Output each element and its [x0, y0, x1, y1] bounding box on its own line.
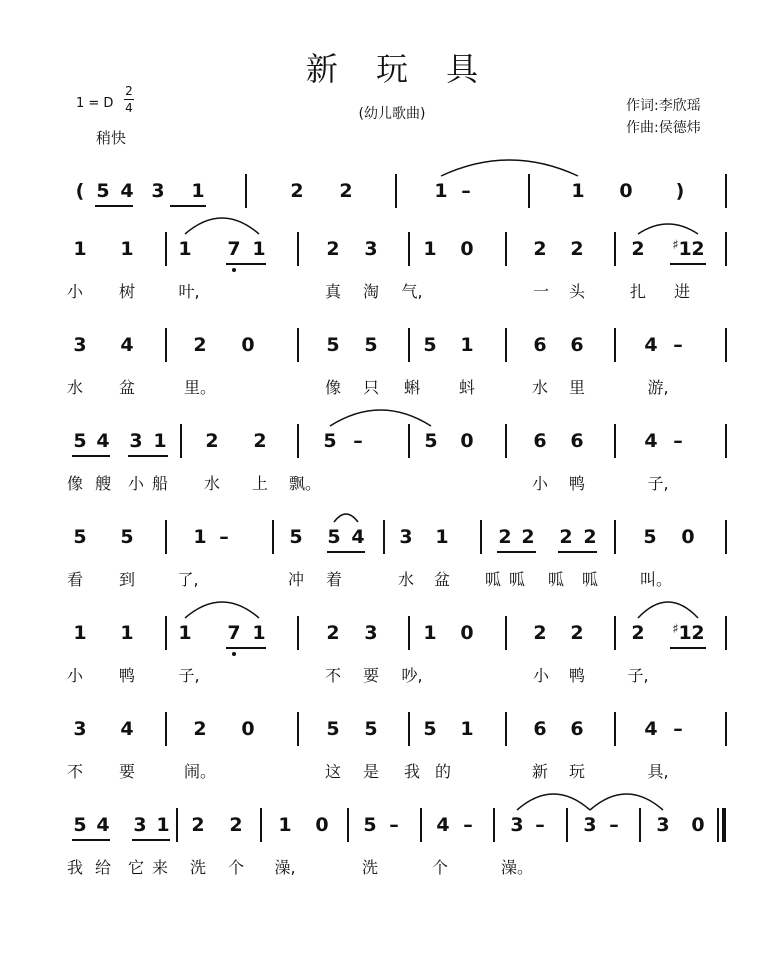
note: 2 [193, 718, 207, 740]
beam-underline [72, 839, 110, 841]
note: 2 [205, 430, 219, 452]
note: 3 [133, 814, 147, 836]
lyric-syllable: 呱 [508, 570, 526, 589]
bar-line [505, 424, 507, 458]
note: 0 [691, 814, 705, 836]
note: 0 [241, 334, 255, 356]
lyric-syllable: 蚪 [458, 378, 476, 397]
lyric-syllable: 呱 [581, 570, 599, 589]
subtitle: (幼儿歌曲) [358, 106, 426, 122]
note: 5 [326, 718, 340, 740]
bar-line [725, 328, 727, 362]
lyric-syllable: 到 [118, 570, 136, 589]
note: 3 [656, 814, 670, 836]
note: 4 [436, 814, 450, 836]
note: 5 [120, 526, 134, 548]
lyric-syllable: 闹。 [183, 762, 217, 781]
note: – [389, 814, 399, 836]
note: 2 [570, 238, 584, 260]
bar-line [408, 424, 410, 458]
note: 2 [631, 238, 645, 260]
bar-line [614, 232, 616, 266]
note: 1 [156, 814, 170, 836]
lyric-syllable: 鸭 [568, 666, 586, 685]
time-signature [122, 84, 136, 115]
lyric-syllable: 水 [66, 378, 84, 397]
lyric-syllable: 给 [94, 858, 112, 877]
credits [626, 95, 701, 139]
note: 2 [290, 180, 304, 202]
note: 4 [120, 718, 134, 740]
lyric-syllable: 一 [532, 282, 550, 301]
beam-underline [170, 205, 206, 207]
note: 4 [96, 814, 110, 836]
lyric-syllable: 澡, [274, 858, 296, 877]
note: 2 [533, 622, 547, 644]
key-signature [76, 84, 133, 115]
lyric-syllable: 盆 [118, 378, 136, 397]
note: 2 [498, 526, 512, 548]
note: 5 [323, 430, 337, 452]
note: 3 [364, 238, 378, 260]
note: 5 [643, 526, 657, 548]
note: 3 [73, 718, 87, 740]
lyric-syllable: 它 [127, 858, 145, 877]
note: 5 [289, 526, 303, 548]
bar-line [725, 424, 727, 458]
lyric-syllable: 我 [66, 858, 84, 877]
lyric-syllable: 里 [568, 378, 586, 397]
lyric-syllable: 看 [66, 570, 84, 589]
final-bar-line [722, 808, 726, 842]
lyric-syllable: 小 [66, 282, 84, 301]
lyric-syllable: 船 [151, 474, 169, 493]
composer: 作曲:侯德炜 [626, 120, 701, 136]
lyric-syllable: 头 [568, 282, 586, 301]
beam-underline [327, 551, 365, 553]
lyric-syllable: 要 [362, 666, 380, 685]
bar-line [165, 712, 167, 746]
lyric-syllable: 吵, [401, 666, 423, 685]
lyric-syllable: 盆 [433, 570, 451, 589]
note: 3 [399, 526, 413, 548]
lyric-syllable: 这 [324, 762, 342, 781]
note: 6 [533, 430, 547, 452]
time-denominator: 4 [125, 101, 133, 115]
lyric-syllable: 玩 [568, 762, 586, 781]
bar-line [614, 520, 616, 554]
beam-underline [497, 551, 536, 553]
lyric-syllable: 个 [431, 858, 449, 877]
bar-line [614, 712, 616, 746]
beam-underline [226, 647, 266, 649]
lyric-syllable: 子, [178, 666, 200, 685]
beam-underline [670, 263, 706, 265]
beam-underline [226, 263, 266, 265]
note: 6 [570, 334, 584, 356]
note: 5 [363, 814, 377, 836]
bar-line [297, 616, 299, 650]
beam-underline [670, 647, 706, 649]
note: 7 [227, 622, 241, 644]
bar-line [420, 808, 422, 842]
lyric-syllable: 新 [531, 762, 549, 781]
bar-line [480, 520, 482, 554]
note: 2 [193, 334, 207, 356]
lyric-syllable: 小 [532, 666, 550, 685]
note: 6 [533, 718, 547, 740]
lyric-syllable: 是 [362, 762, 380, 781]
note: 4 [351, 526, 365, 548]
bar-line [493, 808, 495, 842]
note: – [673, 430, 683, 452]
note: 6 [533, 334, 547, 356]
bar-line [180, 424, 182, 458]
note: ♯1 [672, 622, 692, 644]
note: ) [675, 180, 685, 202]
lyric-syllable: 鸭 [118, 666, 136, 685]
final-bar-thin [717, 808, 719, 842]
bar-line [408, 328, 410, 362]
note: 1 [278, 814, 292, 836]
bar-line [408, 712, 410, 746]
lyric-syllable: 子, [647, 474, 669, 493]
note: 4 [96, 430, 110, 452]
bar-line [260, 808, 262, 842]
bar-line [395, 174, 397, 208]
lyric-syllable: 的 [434, 762, 452, 781]
bar-line [297, 232, 299, 266]
page-title: 新 玩 具 [305, 50, 479, 88]
lyric-syllable: 洗 [361, 858, 379, 877]
bar-line [245, 174, 247, 208]
lyric-syllable: 水 [531, 378, 549, 397]
bar-line [297, 712, 299, 746]
note: 2 [253, 430, 267, 452]
note: 5 [326, 334, 340, 356]
lyric-syllable: 要 [118, 762, 136, 781]
lyric-syllable: 水 [397, 570, 415, 589]
note: 5 [73, 526, 87, 548]
note: – [219, 526, 229, 548]
note: 1 [571, 180, 585, 202]
bar-line [408, 616, 410, 650]
bar-line [528, 174, 530, 208]
note: 6 [570, 430, 584, 452]
note: 1 [460, 718, 474, 740]
lyric-syllable: 了, [177, 570, 199, 589]
note: 1 [252, 622, 266, 644]
bar-line [614, 328, 616, 362]
note: – [461, 180, 471, 202]
beam-underline [558, 551, 597, 553]
low-octave-dot [232, 268, 236, 272]
lyric-syllable: 蝌 [403, 378, 421, 397]
note: 1 [252, 238, 266, 260]
bar-line [725, 616, 727, 650]
note: 1 [178, 238, 192, 260]
note: 3 [510, 814, 524, 836]
note: – [463, 814, 473, 836]
note: 2 [583, 526, 597, 548]
note: 2 [326, 238, 340, 260]
note: 4 [644, 334, 658, 356]
bar-line [165, 520, 167, 554]
note: 1 [434, 180, 448, 202]
note: 2 [631, 622, 645, 644]
bar-line [725, 520, 727, 554]
note: – [353, 430, 363, 452]
lyric-syllable: 鸭 [568, 474, 586, 493]
note: 1 [73, 238, 87, 260]
bar-line [614, 616, 616, 650]
note: 0 [241, 718, 255, 740]
lyric-syllable: 飘。 [288, 474, 322, 493]
note: 4 [120, 180, 134, 202]
note: 5 [327, 526, 341, 548]
note: 5 [364, 718, 378, 740]
lyric-syllable: 像 [66, 474, 84, 493]
note: 1 [178, 622, 192, 644]
note: 3 [129, 430, 143, 452]
lyricist: 作词:李欣瑶 [626, 98, 701, 114]
note: – [609, 814, 619, 836]
note: 2 [691, 622, 705, 644]
lyric-syllable: 小 [127, 474, 145, 493]
lyric-syllable: 淘 [362, 282, 380, 301]
lyric-syllable: 只 [362, 378, 380, 397]
bar-line [165, 616, 167, 650]
lyric-syllable: 游, [647, 378, 669, 397]
note: 0 [460, 622, 474, 644]
lyric-syllable: 真 [324, 282, 342, 301]
note: 1 [435, 526, 449, 548]
note: 5 [364, 334, 378, 356]
bar-line [347, 808, 349, 842]
lyric-syllable: 澡。 [500, 858, 534, 877]
bar-line [505, 328, 507, 362]
key-label: 1 = D [76, 96, 114, 111]
note: 3 [73, 334, 87, 356]
note: 1 [191, 180, 205, 202]
beam-underline [132, 839, 170, 841]
note: 1 [423, 238, 437, 260]
note: 7 [227, 238, 241, 260]
note: 1 [120, 238, 134, 260]
note: – [535, 814, 545, 836]
bar-line [408, 232, 410, 266]
lyric-syllable: 不 [324, 666, 342, 685]
lyric-syllable: 叫。 [639, 570, 673, 589]
lyric-syllable: 具, [647, 762, 669, 781]
beam-underline [128, 455, 168, 457]
bar-line [272, 520, 274, 554]
lyric-syllable: 呱 [484, 570, 502, 589]
note: 5 [73, 814, 87, 836]
lyric-syllable: 进 [673, 282, 691, 301]
note: 0 [681, 526, 695, 548]
lyric-syllable: 不 [66, 762, 84, 781]
note: 3 [364, 622, 378, 644]
note: 5 [73, 430, 87, 452]
time-numerator: 2 [125, 84, 133, 98]
beam-underline [95, 205, 133, 207]
bar-line [383, 520, 385, 554]
note: 5 [96, 180, 110, 202]
lyric-syllable: 里。 [183, 378, 217, 397]
note: – [673, 718, 683, 740]
note: 2 [229, 814, 243, 836]
lyric-syllable: 来 [151, 858, 169, 877]
bar-line [725, 174, 727, 208]
note: 2 [521, 526, 535, 548]
note: 2 [570, 622, 584, 644]
bar-line [725, 232, 727, 266]
note: 2 [339, 180, 353, 202]
bar-line [639, 808, 641, 842]
lyric-syllable: 呱 [547, 570, 565, 589]
lyric-syllable: 冲 [287, 570, 305, 589]
lyric-syllable: 个 [227, 858, 245, 877]
bar-line [566, 808, 568, 842]
note: 4 [644, 430, 658, 452]
lyric-syllable: 水 [203, 474, 221, 493]
lyric-syllable: 上 [251, 474, 269, 493]
tempo-marking: 稍快 [96, 129, 127, 147]
note: 6 [570, 718, 584, 740]
note: 5 [424, 430, 438, 452]
bar-line [165, 328, 167, 362]
bar-line [725, 712, 727, 746]
beam-underline [72, 455, 110, 457]
bar-line [505, 232, 507, 266]
note: 2 [559, 526, 573, 548]
note: ( [75, 180, 85, 202]
bar-line [165, 232, 167, 266]
note: 4 [120, 334, 134, 356]
lyric-syllable: 叶, [178, 282, 200, 301]
lyric-syllable: 小 [531, 474, 549, 493]
note: 2 [691, 238, 705, 260]
note: 2 [533, 238, 547, 260]
bar-line [297, 424, 299, 458]
bar-line [297, 328, 299, 362]
lyric-syllable: 小 [66, 666, 84, 685]
low-octave-dot [232, 652, 236, 656]
note: 1 [193, 526, 207, 548]
note: 5 [423, 334, 437, 356]
note: – [673, 334, 683, 356]
lyric-syllable: 气, [401, 282, 423, 301]
note: 0 [460, 238, 474, 260]
note: 3 [583, 814, 597, 836]
lyric-syllable: 树 [118, 282, 136, 301]
note: 4 [644, 718, 658, 740]
lyric-syllable: 着 [325, 570, 343, 589]
note: 1 [153, 430, 167, 452]
lyric-syllable: 洗 [189, 858, 207, 877]
note: 2 [191, 814, 205, 836]
bar-line [176, 808, 178, 842]
lyric-syllable: 艘 [94, 474, 112, 493]
note: 0 [460, 430, 474, 452]
note: 5 [423, 718, 437, 740]
bar-line [505, 712, 507, 746]
note: 2 [326, 622, 340, 644]
lyric-syllable: 我 [403, 762, 421, 781]
note: 1 [120, 622, 134, 644]
note: 1 [73, 622, 87, 644]
note: 1 [460, 334, 474, 356]
bar-line [505, 616, 507, 650]
lyric-syllable: 像 [324, 378, 342, 397]
bar-line [614, 424, 616, 458]
note: 1 [423, 622, 437, 644]
lyric-syllable: 子, [627, 666, 649, 685]
lyric-syllable: 扎 [629, 282, 647, 301]
note: 3 [151, 180, 165, 202]
note: 0 [315, 814, 329, 836]
note: ♯1 [672, 238, 692, 260]
note: 0 [619, 180, 633, 202]
